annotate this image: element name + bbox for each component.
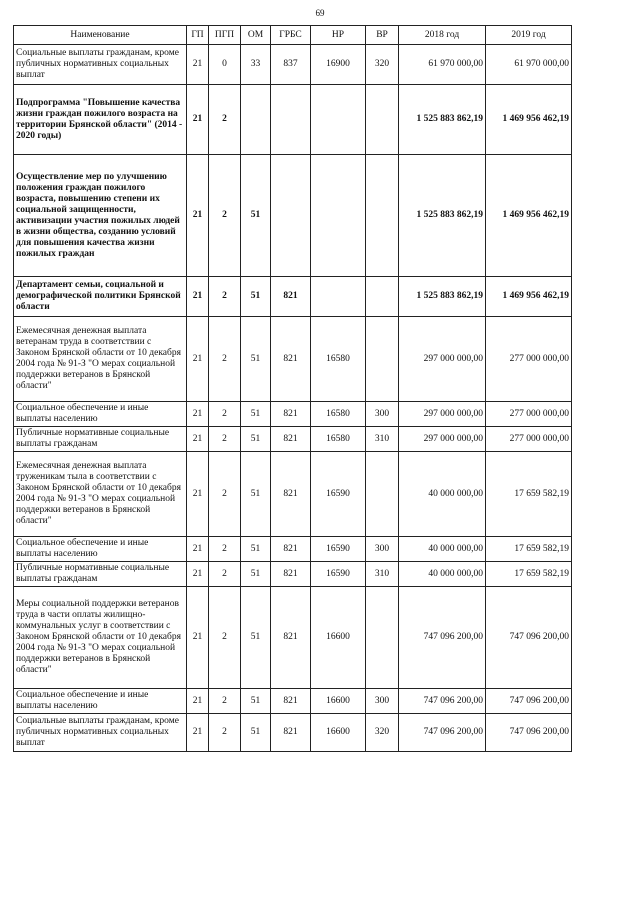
row-gp: 21 [187,537,209,562]
table-row [14,427,572,452]
row-amount-2018: 40 000 000,00 [399,452,486,537]
row-pgp: 2 [209,714,241,752]
row-nr [311,277,366,317]
row-vr: 300 [366,689,399,714]
row-amount-2018: 297 000 000,00 [399,427,486,452]
row-om [241,85,271,155]
row-amount-2019: 61 970 000,00 [486,45,572,85]
row-vr: 300 [366,402,399,427]
row-grbs: 821 [271,562,311,587]
header-grbs: ГРБС [271,26,311,45]
row-amount-2019: 17 659 582,19 [486,562,572,587]
row-vr [366,317,399,402]
row-grbs: 821 [271,427,311,452]
row-vr: 310 [366,427,399,452]
header-name: Наименование [14,26,187,45]
row-vr [366,155,399,277]
row-vr: 320 [366,45,399,85]
row-nr: 16600 [311,689,366,714]
row-amount-2019: 277 000 000,00 [486,317,572,402]
row-amount-2019: 747 096 200,00 [486,714,572,752]
row-pgp: 2 [209,689,241,714]
row-gp: 21 [187,452,209,537]
row-pgp: 2 [209,402,241,427]
row-pgp: 2 [209,277,241,317]
row-om: 33 [241,45,271,85]
row-pgp: 2 [209,537,241,562]
row-vr [366,85,399,155]
row-grbs: 821 [271,587,311,689]
row-amount-2018: 297 000 000,00 [399,317,486,402]
row-name: Социальное обеспечение и иные выплаты населению [14,689,187,714]
row-om: 51 [241,427,271,452]
row-amount-2019: 747 096 200,00 [486,587,572,689]
row-pgp: 2 [209,587,241,689]
row-grbs: 821 [271,317,311,402]
row-amount-2018: 40 000 000,00 [399,537,486,562]
row-om: 51 [241,277,271,317]
row-name: Публичные нормативные социальные выплаты гражданам [14,427,187,452]
row-pgp: 2 [209,452,241,537]
row-gp: 21 [187,155,209,277]
table-body [14,45,572,752]
row-om: 51 [241,587,271,689]
header-pgp: ПГП [209,26,241,45]
table-row [14,714,572,752]
row-vr: 320 [366,714,399,752]
row-name: Ежемесячная денежная выплата ветеранам труда в соответствии с Законом Брянской области от 10 декабря 2004 года № 91-З "О мерах социальной поддержки ветеранов в Брянской области" [14,317,187,402]
row-amount-2018: 747 096 200,00 [399,689,486,714]
table-row [14,562,572,587]
row-pgp: 2 [209,85,241,155]
table-row [14,689,572,714]
row-om: 51 [241,562,271,587]
row-amount-2019: 277 000 000,00 [486,402,572,427]
table-row [14,587,572,689]
row-amount-2019: 1 469 956 462,19 [486,155,572,277]
table-row [14,317,572,402]
row-grbs: 821 [271,537,311,562]
row-name: Осуществление мер по улучшению положения граждан пожилого возраста, повышению степени их социальной защищенности, активизации участия пожилых людей в жизни общества, созданию условий для повышения качества жизни пожилых граждан [14,155,187,277]
table-row [14,452,572,537]
row-amount-2018: 1 525 883 862,19 [399,85,486,155]
row-grbs: 821 [271,402,311,427]
row-grbs [271,155,311,277]
row-gp: 21 [187,562,209,587]
row-grbs: 821 [271,689,311,714]
row-pgp: 2 [209,155,241,277]
row-nr: 16590 [311,537,366,562]
table-row [14,277,572,317]
row-gp: 21 [187,317,209,402]
row-gp: 21 [187,277,209,317]
row-gp: 21 [187,402,209,427]
row-amount-2018: 297 000 000,00 [399,402,486,427]
row-name: Меры социальной поддержки ветеранов труда в части оплаты жилищно-коммунальных услуг в соответствии с Законом Брянской области от 10 декабря 2004 года № 91-З "О мерах социальной поддержки ветеранов в Брянской области" [14,587,187,689]
row-name: Социальное обеспечение и иные выплаты населению [14,402,187,427]
row-name: Социальные выплаты гражданам, кроме публичных нормативных социальных выплат [14,714,187,752]
row-nr: 16580 [311,402,366,427]
row-gp: 21 [187,587,209,689]
row-amount-2019: 277 000 000,00 [486,427,572,452]
row-name: Публичные нормативные социальные выплаты гражданам [14,562,187,587]
row-gp: 21 [187,689,209,714]
row-amount-2018: 747 096 200,00 [399,714,486,752]
row-om: 51 [241,317,271,402]
row-nr: 16580 [311,317,366,402]
row-nr: 16900 [311,45,366,85]
header-vr: ВР [366,26,399,45]
row-amount-2018: 1 525 883 862,19 [399,155,486,277]
row-amount-2018: 1 525 883 862,19 [399,277,486,317]
row-amount-2018: 40 000 000,00 [399,562,486,587]
row-vr [366,277,399,317]
row-grbs: 821 [271,452,311,537]
row-om: 51 [241,402,271,427]
row-amount-2019: 17 659 582,19 [486,537,572,562]
row-vr: 310 [366,562,399,587]
row-nr: 16600 [311,714,366,752]
row-grbs: 821 [271,714,311,752]
row-name: Ежемесячная денежная выплата труженикам тыла в соответствии с Законом Брянской области от 10 декабря 2004 года № 91-З "О мерах социальной поддержки ветеранов в Брянской области" [14,452,187,537]
row-gp: 21 [187,85,209,155]
row-grbs: 837 [271,45,311,85]
row-name: Департамент семьи, социальной и демографической политики Брянской области [14,277,187,317]
row-vr [366,452,399,537]
table-row [14,537,572,562]
budget-table [13,25,572,752]
row-om: 51 [241,452,271,537]
row-gp: 21 [187,45,209,85]
row-nr: 16590 [311,452,366,537]
row-om: 51 [241,689,271,714]
row-pgp: 0 [209,45,241,85]
row-vr: 300 [366,537,399,562]
table-row [14,45,572,85]
row-nr [311,85,366,155]
row-amount-2019: 747 096 200,00 [486,689,572,714]
header-gp: ГП [187,26,209,45]
row-pgp: 2 [209,562,241,587]
row-gp: 21 [187,427,209,452]
table-row [14,155,572,277]
row-gp: 21 [187,714,209,752]
row-nr: 16580 [311,427,366,452]
row-nr [311,155,366,277]
row-amount-2018: 747 096 200,00 [399,587,486,689]
page-number: 69 [315,8,325,18]
row-amount-2019: 17 659 582,19 [486,452,572,537]
row-pgp: 2 [209,317,241,402]
row-name: Социальные выплаты гражданам, кроме публичных нормативных социальных выплат [14,45,187,85]
row-name: Подпрограмма "Повышение качества жизни граждан пожилого возраста на территории Брянской области" (2014 - 2020 годы) [14,85,187,155]
row-vr [366,587,399,689]
row-grbs [271,85,311,155]
row-grbs: 821 [271,277,311,317]
row-amount-2019: 1 469 956 462,19 [486,85,572,155]
header-om: ОМ [241,26,271,45]
row-om: 51 [241,537,271,562]
header-2018: 2018 год [399,26,486,45]
row-om: 51 [241,714,271,752]
header-2019: 2019 год [486,26,572,45]
row-amount-2018: 61 970 000,00 [399,45,486,85]
row-name: Социальное обеспечение и иные выплаты населению [14,537,187,562]
table-row [14,85,572,155]
row-amount-2019: 1 469 956 462,19 [486,277,572,317]
row-nr: 16600 [311,587,366,689]
table-header-row [14,26,572,45]
row-om: 51 [241,155,271,277]
header-nr: НР [311,26,366,45]
table-row [14,402,572,427]
row-nr: 16590 [311,562,366,587]
row-pgp: 2 [209,427,241,452]
